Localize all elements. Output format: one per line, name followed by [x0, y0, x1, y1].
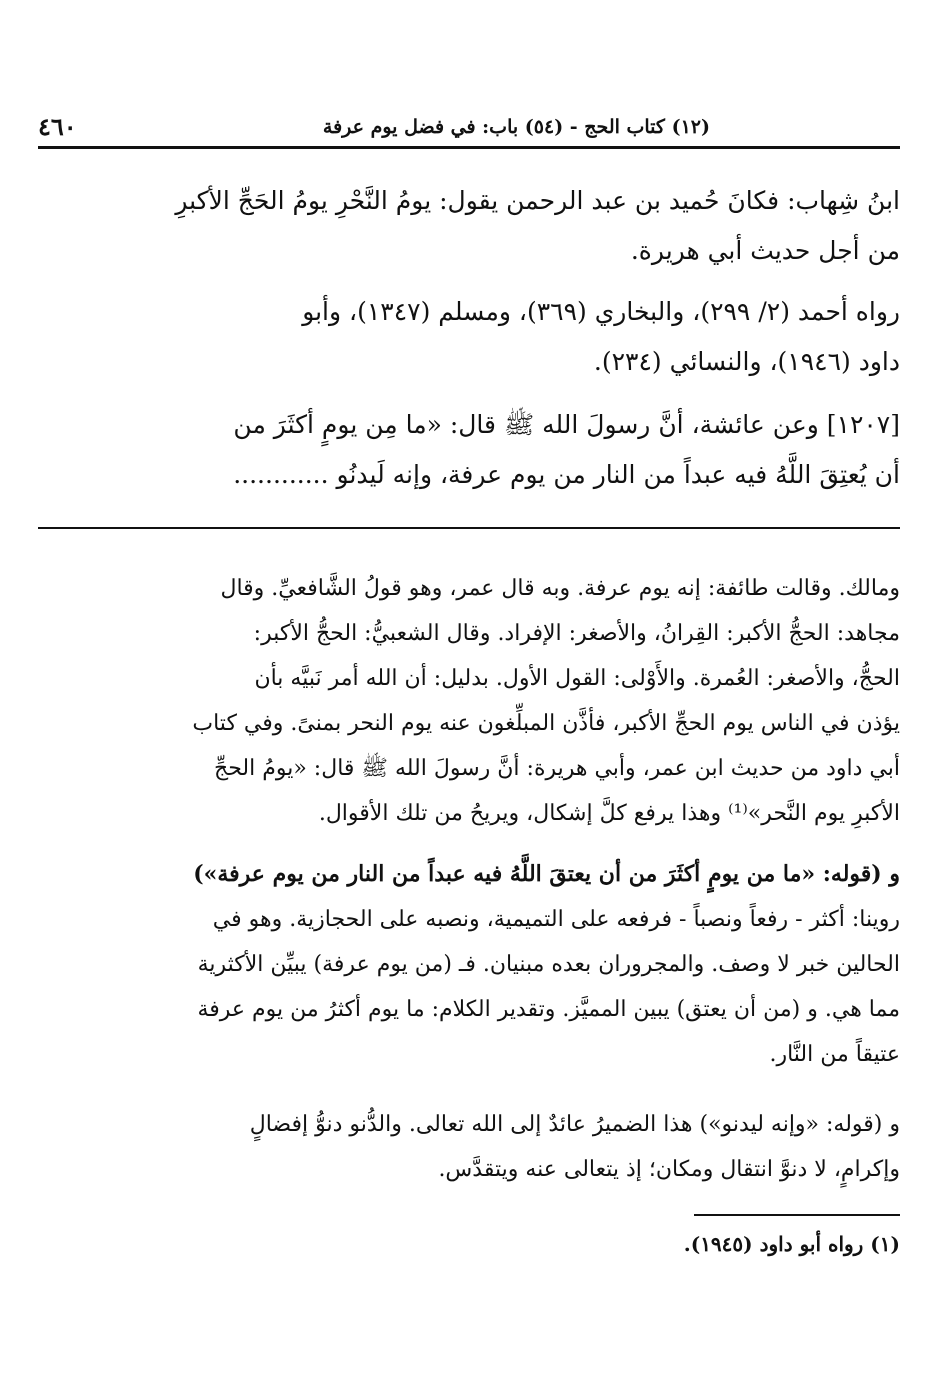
text-line: الحجُّ، والأصغر: العُمرة. والأَوْلى: القول الأول. بدليل: أن الله أمر نَبيَّه بأن: [254, 666, 900, 691]
commentary-paragraph-2: [38, 852, 900, 1077]
text-line: [١٢٠٧] وعن عائشة، أنَّ رسولَ الله ﷺ قال: «ما مِن يومٍ أكثَرَ من: [233, 410, 900, 439]
text-line: ومالك. وقالت طائفة: إنه يوم عرفة. وبه قال عمر، وهو قولُ الشَّافعيِّ. وقال: [220, 576, 900, 601]
text-line: أبي داود من حديث ابن عمر، وأبي هريرة: أنَّ رسولَ الله ﷺ قال: «يومُ الحجِّ: [214, 756, 900, 781]
text-line: وإكرامٍ، لا دنوَّ انتقال ومكان؛ إذ يتعالى عنه ويتقدَّس.: [438, 1157, 900, 1182]
text-line: و (قوله: «ما من يومٍ أكثَرَ من أن يعتقَ اللَّهُ فيه عبداً من النار من يوم عرفة»): [193, 861, 900, 887]
commentary-separator: [38, 527, 900, 529]
text-line: ابنُ شِهاب: فكانَ حُميد بن عبد الرحمن يقول: يومُ النَّحْرِ يومُ الحَجِّ الأكبرِ: [175, 186, 900, 215]
main-paragraph-2: [38, 287, 900, 387]
text-line: من أجل حديث أبي هريرة.: [630, 236, 900, 265]
text-line: روينا: أكثر - رفعاً ونصباً - فرفعه على التميمية، ونصبه على الحجازية. وهو في: [212, 907, 900, 932]
text-line: داود (١٩٤٦)، والنسائي (٢٣٤).: [593, 347, 900, 376]
text-line: الحالين خبر لا وصف. والمجروران بعده مبنيان. فـ (من يوم عرفة) يبيِّن الأكثرية: [197, 952, 900, 977]
text-line: عتيقاً من النَّار.: [769, 1042, 900, 1067]
text-line: يؤذن في الناس يوم الحجِّ الأكبر، فأذَّن المبلِّغون عنه يوم النحر بمنىً. وفي كتاب: [192, 711, 900, 736]
text-line: أن يُعتِقَ اللَّهُ فيه عبداً من النار من يوم عرفة، وإنه لَيدنُو ............: [233, 460, 900, 489]
main-paragraph-1: [38, 176, 900, 276]
page-number: ٤٦٠: [38, 112, 77, 141]
main-paragraph-3: [38, 400, 900, 500]
text-line: مجاهد: الحجُّ الأكبر: القِرانُ، والأصغر: الإفراد. وقال الشعبيُّ: الحجُّ الأكبر:: [253, 621, 900, 646]
page-header: [38, 112, 900, 146]
text-line: مما هي. و (من أن يعتق) يبين المميَّز. وتقدير الكلام: ما يوم أكثرُ من يوم عرفة: [197, 997, 900, 1022]
commentary-paragraph-3: [38, 1102, 900, 1192]
running-title: (١٢) كتاب الحج - (٥٤) باب: في فضل يوم عرفة: [322, 116, 710, 138]
commentary-paragraph-1: [38, 566, 900, 836]
text-line: رواه أحمد (٢/ ٢٩٩)، والبخاري (٣٦٩)، ومسلم (١٣٤٧)، وأبو: [302, 297, 900, 326]
text-line: الأكبرِ يوم النَّحر»⁽¹⁾ وهذا يرفع كلَّ إشكال، ويريحُ من تلك الأقوال.: [318, 801, 900, 826]
footnote-rule: [694, 1214, 900, 1216]
text-line: و (قوله: «وإنه ليدنو») هذا الضميرُ عائدٌ إلى الله تعالى. والدُّنو دنوُّ إفضالٍ: [249, 1112, 900, 1137]
header-rule: [38, 146, 900, 149]
footnote: (١) رواه أبو داود (١٩٤٥).: [683, 1232, 900, 1256]
